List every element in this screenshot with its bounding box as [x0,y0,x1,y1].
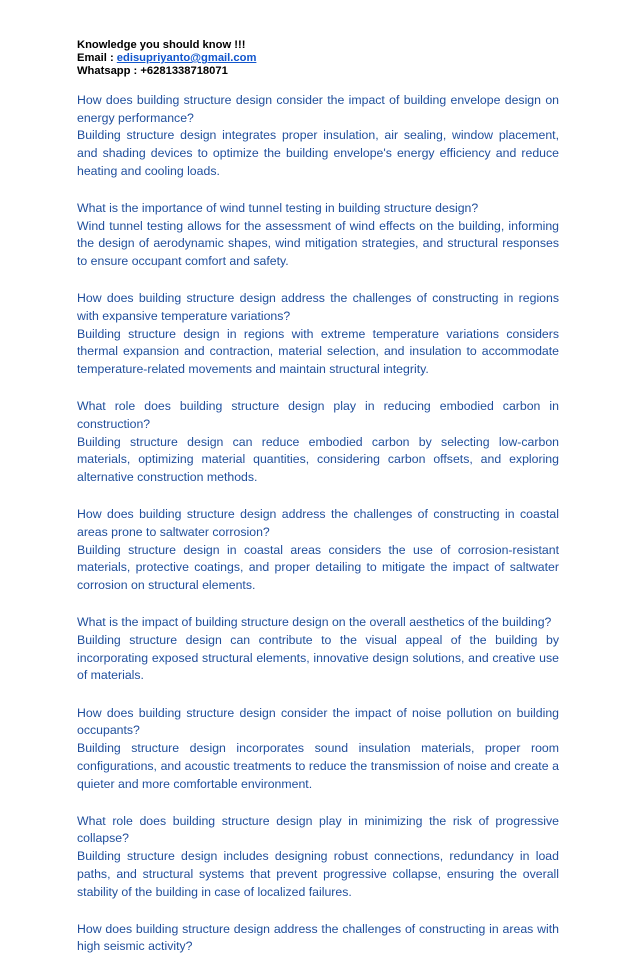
email-label: Email : [77,52,117,64]
question-text: How does building structure design address the challenges of constructing in coastal areas prone to saltwater corrosion? [77,507,559,540]
answer-text: Building structure design incorporates sound insulation materials, proper room configurations, and acoustic treatments to reduce the transmission of noise and create a quieter and more comfortable environment. [77,741,559,791]
header-title: Knowledge you should know !!! [77,39,246,51]
question-text: How does building structure design consider the impact of noise pollution on building occupants? [77,705,559,738]
header-email-line [77,52,559,65]
qa-item [77,813,559,902]
question-text: How does building structure design address the challenges of constructing in regions with expansive temperature variations? [77,291,559,324]
qa-item [77,614,559,685]
answer-text: Building structure design can reduce embodied carbon by selecting low-carbon materials, optimizing material quantities, considering carbon offsets, and exploring alternative construction methods. [77,434,559,485]
question-text: What role does building structure design play in minimizing the risk of progressive collapse? [77,813,559,846]
answer-text: Building structure design in regions with extreme temperature variations considers thermal expansion and contraction, material selection, and insulation to accommodate temperature-related movements and maintain structural integrity. [77,326,559,377]
question-text: What is the impact of building structure design on the overall aesthetics of the building? [77,615,552,630]
question-text: How does building structure design consider the impact of building envelope design on energy performance? [77,93,559,125]
header-whatsapp: Whatsapp : +6281338718071 [77,65,228,77]
qa-item [77,200,559,271]
qa-list [77,92,559,956]
answer-text: Building structure design integrates proper insulation, air sealing, window placement, and shading devices to optimize the building envelope's energy efficiency and reduce heating and cooling loads. [77,128,559,178]
qa-item [77,398,559,487]
question-text: What is the importance of wind tunnel testing in building structure design? [77,201,479,216]
qa-item [77,92,559,181]
email-link[interactable]: edisupriyanto@gmail.com [116,52,257,64]
answer-text: Wind tunnel testing allows for the assessment of wind effects on the building, informing the design of aerodynamic shapes, wind mitigation strategies, and structural responses to ensure occupant comfort and safety. [77,218,559,269]
qa-item [77,506,559,595]
qa-item [77,705,559,794]
question-text: What role does building structure design play in reducing embodied carbon in construction? [77,399,559,432]
answer-text: Building structure design can contribute to the visual appeal of the building by incorporating exposed structural elements, innovative design solutions, and creative use of materials. [77,633,559,683]
answer-text: Building structure design in coastal areas considers the use of corrosion-resistant materials, protective coatings, and proper detailing to mitigate the impact of saltwater corrosion on structural elements. [77,542,559,593]
document-header [77,39,559,78]
question-text: How does building structure design address the challenges of constructing in areas with high seismic activity? [77,921,559,954]
qa-item [77,921,559,956]
qa-item [77,290,559,379]
document-page [77,39,559,976]
answer-text: Building structure design includes designing robust connections, redundancy in load paths, and structural systems that prevent progressive collapse, ensuring the overall stability of the building in case of localized failures. [77,849,559,899]
